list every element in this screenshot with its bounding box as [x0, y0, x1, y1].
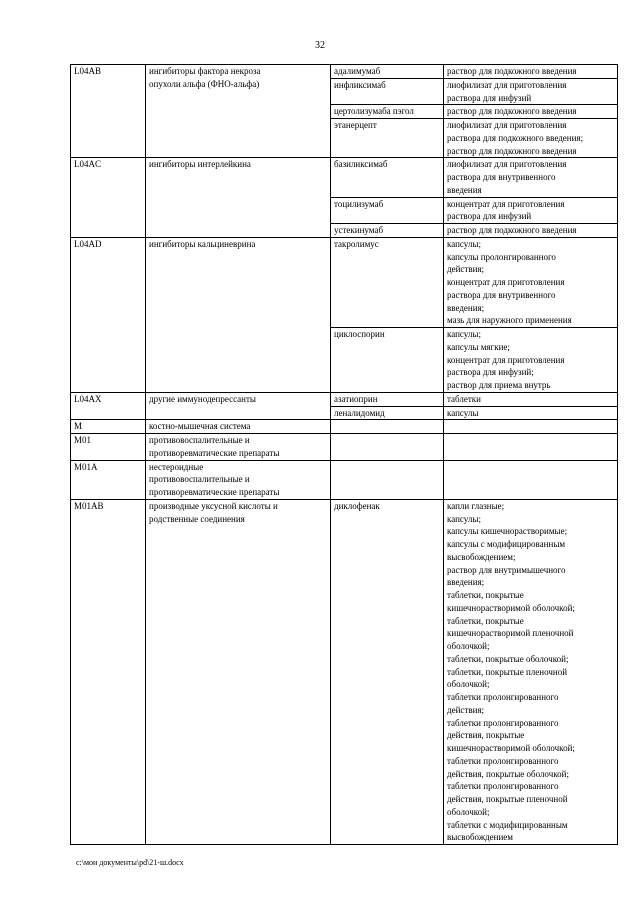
cell-text-line: лиофилизат для приготовления — [447, 159, 567, 170]
table-row — [71, 65, 618, 79]
dosage-form-cell — [444, 328, 618, 393]
atc-code-cell — [71, 392, 146, 420]
cell-text-line: лиофилизат для приготовления — [447, 120, 567, 130]
dosage-form-cell — [444, 499, 618, 844]
cell-text-line: раствор для подкожного введения — [447, 106, 577, 117]
drug-name-cell — [331, 78, 444, 105]
cell-text-line: другие иммунодепрессанты — [149, 393, 256, 404]
cell-text-line: раствора для инфузий — [447, 211, 532, 222]
table-row — [71, 499, 618, 844]
cell-text-line: производные уксусной кислоты и — [149, 500, 278, 511]
cell-text-line: введения; — [447, 577, 485, 588]
cell-text-line: таблетки с модифицированным — [447, 819, 568, 830]
cell-text-line: капсулы; — [447, 238, 481, 249]
cell-text-line: оболочкой; — [447, 679, 490, 690]
cell-text-line: L04AB — [74, 66, 101, 76]
cell-text-line: таблетки пролонгированного — [447, 781, 559, 792]
dosage-form-cell — [444, 65, 618, 79]
cell-text-line: таблетки пролонгированного — [447, 717, 559, 728]
group-name-cell — [146, 460, 331, 499]
table-row — [71, 158, 618, 197]
cell-text-line: таблетки пролонгированного — [447, 755, 559, 766]
dosage-form-cell — [444, 392, 618, 406]
atc-code-cell — [71, 158, 146, 238]
drug-name-cell — [331, 434, 444, 461]
cell-text-line: M01A — [74, 461, 98, 472]
cell-text-line: капсулы с модифицированным — [447, 539, 566, 549]
cell-text-line: кишечнорастворимой оболочкой; — [447, 602, 575, 613]
cell-text-line: таблетки, покрытые — [447, 590, 524, 600]
dosage-form-cell — [444, 460, 618, 499]
cell-text-line: M01AB — [74, 500, 104, 511]
cell-text-line: опухоли альфа (ФНО-альфа) — [149, 78, 260, 89]
cell-text-line: ингибиторы фактора некроза — [149, 66, 261, 76]
cell-text-line: введения — [447, 184, 482, 195]
cell-text-line: таблетки, покрытые пленочной — [447, 666, 568, 677]
cell-text-line: раствора для инфузий; — [447, 367, 534, 378]
table-row — [71, 420, 618, 434]
cell-text-line: таблетки, покрытые — [447, 615, 524, 626]
cell-text-line: инфликсимаб — [334, 79, 386, 90]
cell-text-line: нестероидные — [149, 461, 204, 472]
cell-text-line: раствора для внутривенного — [447, 289, 556, 300]
dosage-form-cell — [444, 197, 618, 224]
cell-text-line: раствор для подкожного введения — [447, 225, 577, 235]
drug-name-cell — [331, 158, 444, 197]
group-name-cell — [146, 65, 331, 158]
dosage-form-cell — [444, 237, 618, 327]
cell-text-line: раствора для инфузий — [447, 92, 532, 103]
cell-text-line: противовоспалительные и — [149, 435, 250, 445]
dosage-form-cell — [444, 406, 618, 420]
table-row — [71, 434, 618, 461]
drug-name-cell — [331, 197, 444, 224]
group-name-cell — [146, 392, 331, 420]
cell-text-line: азатиоприн — [334, 393, 378, 404]
dosage-form-cell — [444, 158, 618, 197]
cell-text-line: капсулы кишечнорастворимые; — [447, 526, 568, 537]
cell-text-line: таблетки пролонгированного — [447, 692, 559, 702]
cell-text-line: капли глазные; — [447, 500, 505, 511]
cell-text-line: мазь для наружного применения — [447, 315, 572, 326]
atc-code-cell — [71, 65, 146, 158]
cell-text-line: этанерцепт — [334, 120, 377, 130]
group-name-cell — [146, 237, 331, 392]
drug-name-cell — [331, 224, 444, 238]
drug-name-cell — [331, 460, 444, 499]
cell-text-line: таблетки — [447, 393, 482, 404]
cell-text-line: L04AC — [74, 159, 101, 170]
cell-text-line: введения; — [447, 302, 485, 313]
cell-text-line: L04AD — [74, 238, 102, 249]
cell-text-line: капсулы пролонгированного — [447, 251, 556, 262]
cell-text-line: действия; — [447, 704, 485, 715]
cell-text-line: цертолизумаба пэгол — [334, 106, 414, 117]
cell-text-line: L04AX — [74, 393, 102, 404]
atc-code-cell — [71, 434, 146, 461]
table-row — [71, 392, 618, 406]
cell-text-line: капсулы; — [447, 329, 481, 339]
drug-name-cell — [331, 105, 444, 119]
cell-text-line: M — [74, 421, 83, 432]
cell-text-line: противовоспалительные и — [149, 474, 250, 485]
group-name-cell — [146, 420, 331, 434]
cell-text-line: такролимус — [334, 238, 379, 249]
cell-text-line: высвобождением — [447, 832, 513, 843]
dosage-form-cell — [444, 119, 618, 158]
cell-text-line: концентрат для приготовления — [447, 354, 565, 365]
cell-text-line: оболочкой; — [447, 641, 490, 651]
cell-text-line: капсулы; — [447, 513, 481, 524]
drug-name-cell — [331, 420, 444, 434]
cell-text-line: родственные соединения — [149, 513, 245, 524]
cell-text-line: диклофенак — [334, 500, 380, 511]
atc-code-cell — [71, 460, 146, 499]
cell-text-line: концентрат для приготовления — [447, 277, 565, 287]
drug-name-cell — [331, 237, 444, 327]
dosage-form-cell — [444, 420, 618, 434]
group-name-cell — [146, 499, 331, 844]
cell-text-line: циклоспорин — [334, 329, 385, 339]
cell-text-line: M01 — [74, 435, 92, 445]
cell-text-line: противоревматические препараты — [149, 487, 280, 497]
group-name-cell — [146, 434, 331, 461]
dosage-form-cell — [444, 78, 618, 105]
drug-name-cell — [331, 499, 444, 844]
cell-text-line: капсулы мягкие; — [447, 341, 510, 352]
cell-text-line: адалимумаб — [334, 66, 381, 76]
cell-text-line: костно-мышечная система — [149, 421, 251, 432]
cell-text-line: оболочкой; — [447, 806, 490, 817]
dosage-form-cell — [444, 224, 618, 238]
cell-text-line: раствор для приема внутрь — [447, 380, 551, 390]
drug-name-cell — [331, 65, 444, 79]
cell-text-line: раствор для внутримышечного — [447, 564, 566, 575]
cell-text-line: капсулы — [447, 407, 479, 418]
cell-text-line: действия, покрытые — [447, 730, 525, 741]
cell-text-line: тоцилизумаб — [334, 198, 384, 209]
cell-text-line: леналидомид — [334, 407, 385, 418]
atc-code-cell — [71, 420, 146, 434]
cell-text-line: ингибиторы интерлейкина — [149, 159, 251, 170]
cell-text-line: кишечнорастворимой пленочной — [447, 628, 574, 639]
cell-text-line: действия, покрытые оболочкой; — [447, 768, 569, 779]
cell-text-line: противоревматические препараты — [149, 447, 280, 458]
drug-name-cell — [331, 392, 444, 406]
cell-text-line: таблетки, покрытые оболочкой; — [447, 653, 569, 664]
group-name-cell — [146, 158, 331, 238]
footer-file-path: c:\мои документы\pd\21-ш.docx — [76, 858, 184, 867]
drug-name-cell — [331, 406, 444, 420]
drug-name-cell — [331, 328, 444, 393]
cell-text-line: раствора для подкожного введения; — [447, 132, 584, 143]
atc-code-cell — [71, 237, 146, 392]
cell-text-line: ингибиторы кальциневрина — [149, 238, 256, 249]
cell-text-line: раствора для внутривенного — [447, 172, 556, 182]
table-row — [71, 460, 618, 499]
cell-text-line: высвобождением; — [447, 551, 516, 562]
table-row — [71, 237, 618, 327]
drug-classification-table — [70, 64, 618, 845]
cell-text-line: базиликсимаб — [334, 159, 388, 170]
cell-text-line: раствор для подкожного введения — [447, 66, 577, 76]
page-number: 32 — [315, 40, 325, 51]
cell-text-line: кишечнорастворимой оболочкой; — [447, 743, 575, 753]
drug-name-cell — [331, 119, 444, 158]
cell-text-line: действия, покрытые пленочной — [447, 794, 568, 804]
cell-text-line: лиофилизат для приготовления — [447, 79, 567, 90]
cell-text-line: действия; — [447, 264, 485, 275]
cell-text-line: концентрат для приготовления — [447, 198, 565, 209]
dosage-form-cell — [444, 105, 618, 119]
dosage-form-cell — [444, 434, 618, 461]
atc-code-cell — [71, 499, 146, 844]
cell-text-line: раствор для подкожного введения — [447, 145, 577, 156]
cell-text-line: устекинумаб — [334, 225, 384, 235]
